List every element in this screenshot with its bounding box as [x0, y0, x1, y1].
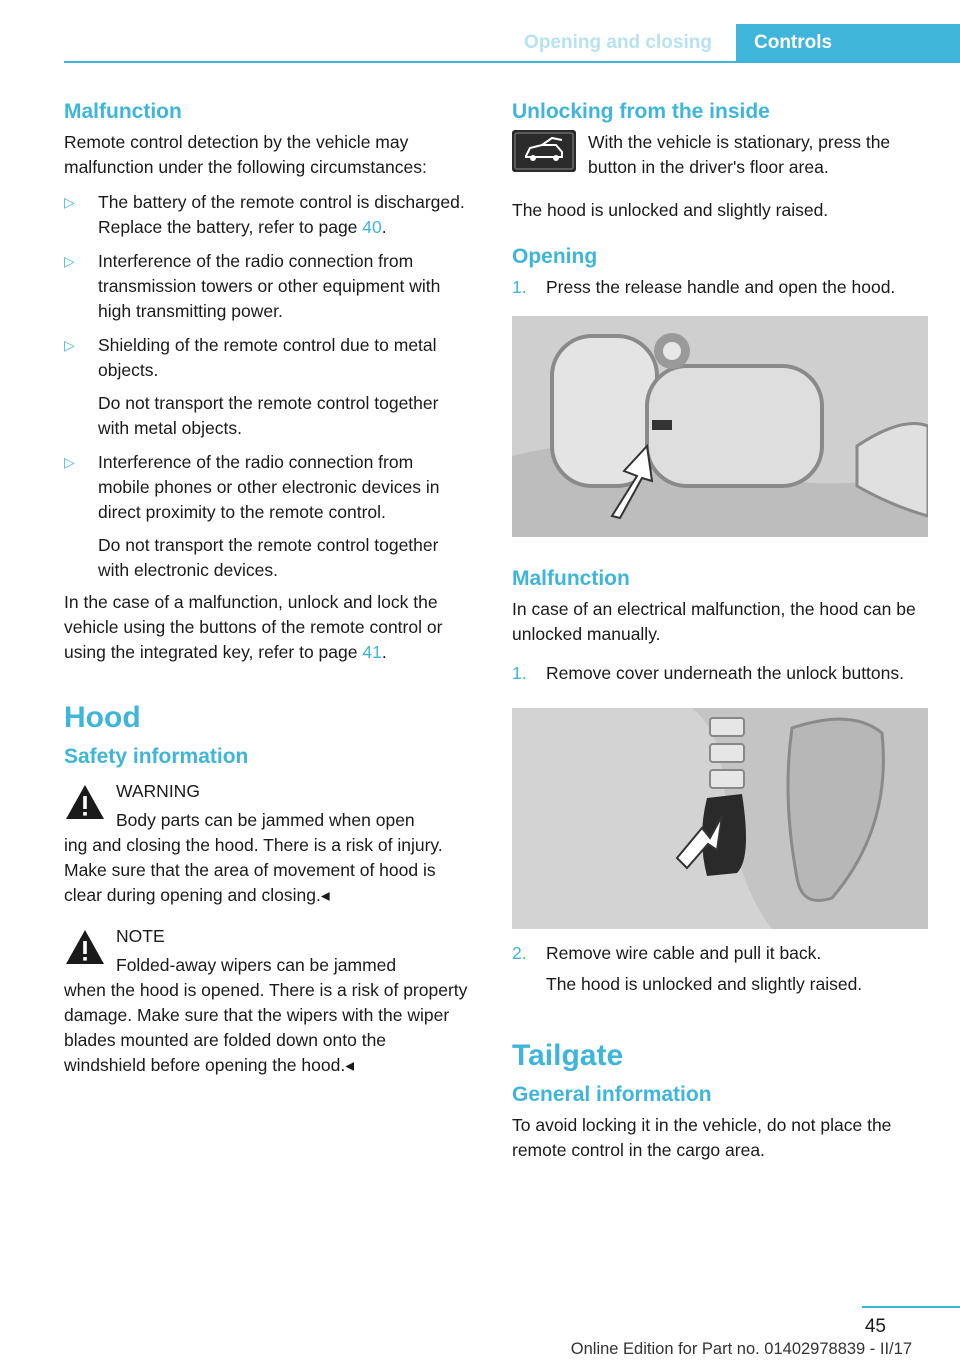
list-item-subtext: Do not transport the remote control together with metal objects.: [98, 393, 439, 438]
warning-text: ing and closing the hood. There is a risk of injury. Make sure that the area of movement of hood is clear during opening and closing.◂: [64, 835, 443, 905]
warning-icon: [64, 783, 106, 821]
general-heading: General information: [512, 1083, 712, 1106]
hood-handle-image: [512, 316, 928, 537]
note-lead: Folded-away wipers can be jammed: [116, 955, 397, 975]
malfunction-text-right: In case of an electrical malfunction, the hood can be unlocked manually.: [512, 599, 916, 644]
note-block: [64, 924, 469, 1078]
step-text: Remove wire cable and pull it back.: [546, 943, 822, 963]
warning-icon: [64, 928, 106, 966]
note-label: NOTE: [116, 926, 165, 946]
malfunction-heading-right: Malfunction: [512, 567, 630, 590]
hood-heading: Hood: [64, 701, 141, 734]
list-item: [64, 190, 469, 240]
list-item-subtext: Do not transport the remote control together with electronic devices.: [98, 535, 439, 580]
step-number: 1.: [512, 277, 527, 297]
list-item-text: Interference of the radio connection from mobile phones or other electronic devices in direct proximity to the remote control.: [98, 452, 440, 522]
list-item-text: Interference of the radio connection from transmission towers or other equipment with high transmitting power.: [98, 251, 441, 321]
left-column: [64, 100, 469, 1078]
section-title: Opening and closing: [500, 24, 736, 61]
malfunction-list: [64, 190, 469, 583]
list-item-text: The battery of the remote control is discharged. Replace the battery, refer to page: [98, 192, 465, 237]
malfunction-closing: [64, 590, 469, 665]
chapter-tab: Controls: [736, 24, 960, 61]
bullet-arrow-icon: ▷: [64, 454, 75, 470]
malfunction-steps: [512, 661, 928, 686]
page-link[interactable]: 41: [362, 642, 382, 662]
right-column: [512, 100, 928, 1163]
list-item: [64, 333, 469, 441]
tailgate-heading: Tailgate: [512, 1039, 624, 1072]
bullet-arrow-icon: ▷: [64, 253, 75, 269]
footer-edition: Online Edition for Part no. 01402978839 - II/17: [570, 1340, 912, 1358]
footer-rule: [862, 1306, 960, 1308]
malfunction-heading: Malfunction: [64, 100, 182, 123]
opening-heading: Opening: [512, 245, 598, 268]
unlock-cover-image: [512, 708, 928, 929]
step-number: 2.: [512, 943, 527, 963]
list-item: [512, 661, 928, 686]
step-number: 1.: [512, 663, 527, 683]
unlock-result: The hood is unlocked and slightly raised.: [512, 200, 829, 220]
list-item: [512, 275, 928, 300]
unlock-heading: Unlocking from the inside: [512, 100, 770, 123]
unlock-row: [512, 130, 928, 180]
list-item-text: Shielding of the remote control due to metal objects.: [98, 335, 437, 380]
closing-text: In the case of a malfunction, unlock and lock the vehicle using the buttons of the remote control or using the integrated key, refer to page: [64, 592, 443, 662]
hood-release-button-icon: [512, 130, 576, 172]
page-header: [0, 0, 960, 62]
unlock-text: With the vehicle is stationary, press the button in the driver's floor area.: [588, 132, 891, 177]
closing-text-end: .: [381, 642, 387, 662]
warning-label: WARNING: [116, 781, 200, 801]
opening-steps: [512, 275, 928, 300]
list-item-text-end: .: [381, 217, 387, 237]
safety-heading: Safety information: [64, 745, 249, 768]
general-text: To avoid locking it in the vehicle, do not place the remote control in the cargo area.: [512, 1115, 892, 1160]
step-text: Remove cover underneath the unlock buttons.: [546, 663, 904, 683]
header-rule: [64, 61, 960, 63]
note-text: when the hood is opened. There is a risk of property damage. Make sure that the wipers with the wiper blades mounted are folded down onto the windshield before opening the hood.◂: [64, 980, 468, 1075]
list-item: [64, 249, 469, 324]
warning-block: [64, 779, 469, 908]
bullet-arrow-icon: ▷: [64, 194, 75, 210]
malfunction-intro: Remote control detection by the vehicle may malfunction under the following circumstances:: [64, 132, 427, 177]
page-number: 45: [864, 1316, 886, 1337]
warning-lead: Body parts can be jammed when open: [116, 810, 415, 830]
list-item: [512, 941, 928, 997]
step-text: Press the release handle and open the hood.: [546, 277, 896, 297]
step-subtext: The hood is unlocked and slightly raised.: [546, 974, 863, 994]
page-link[interactable]: 40: [362, 217, 382, 237]
malfunction-steps-2: [512, 941, 928, 997]
list-item: [64, 450, 469, 583]
bullet-arrow-icon: ▷: [64, 337, 75, 353]
